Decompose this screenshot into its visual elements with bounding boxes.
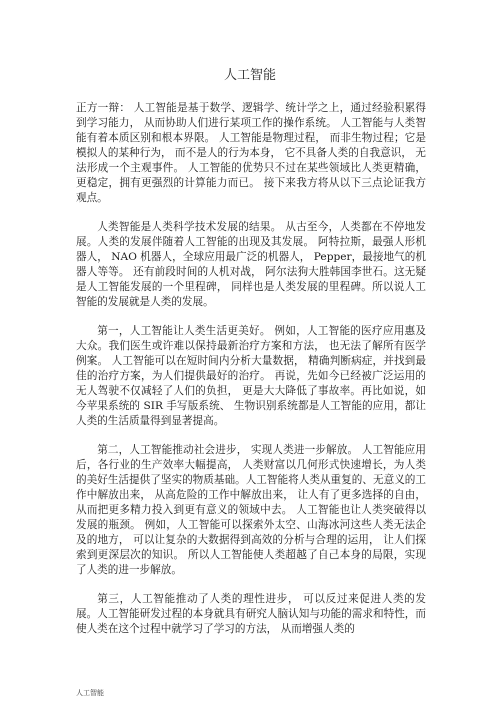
paragraph-point-two: 第二，人工智能推动社会进步， 实现人类进一步解放。 人工智能应用后，各行业的生产效率大幅提高， 人类财富以几何形式快速增长，为人类的美好生活提供了坚实的物质基础。人工智能将人类从重复的、无意义的工作中解放出来， 从高危险的工作中解放出来， 让人有了更多选择的自由， 从而把更多精力投入到更有意义的领域中去。 人工智能也让人类突破得以发展的瓶颈。 例如，人工智能可以探索外太空、山海冰河这些人类无法企及的地方， 可以让复杂的大数据得到高效的分析与合理的运用， 让人们探索到更深层次的知识。 所以人工智能使人类超越了自己本身的局限，实现了人类的进一步解放。 [76,444,426,576]
paragraph-point-three: 第三，人工智能推动了人类的理性进步， 可以反过来促进人类的发展。人工智能研发过程的本身就具有研究人脑认知与功能的需求和特性，而使人类在这个过程中就学习了学习的方法， 从而增强人类的 [76,593,426,635]
page-footer: 人工智能 [76,689,104,697]
paragraph-point-one: 第一，人工智能让人类生活更美好。 例如，人工智能的医疗应用惠及大众。我们医生或许难以保持最新治疗方案和方法， 也无法了解所有医学例案。 人工智能可以在短时间内分析大量数据， 精确判断病症，并找到最佳的治疗方案，为人们提供最好的治疗。 再说，先如今已经被广泛运用的无人驾驶不仅减轻了人们的负担， 更是大大降低了事故率。再比如说，如今苹果系统的 SIR 手写版系统、 生物识别系统都是人工智能的应用，都让人类的生活质量得到显著提高。 [76,325,426,427]
paragraph-intro: 正方一辩： 人工智能是基于数学、逻辑学、统计学之上，通过经验积累得到学习能力， 从而协助人们进行某项工作的操作系统。 人工智能与人类智能有着本质区别和根本界限。 人工智能是物理过程， 而非生物过程；它是模拟人的某种行为， 而不是人的行为本身， 它不具备人类的自我意识， 无法形成一个主观事件。 人工智能的优势只不过在某些领域比人类更精确， 更稳定，拥有更强烈的计算能力而已。 接下来我方将从以下三点论证我方观点。 [76,102,426,204]
document-title: 人工智能 [223,68,276,83]
paragraph-development: 人类智能是人类科学技术发展的结果。 从古至今，人类都在不停地发展。人类的发展伴随着人工智能的出现及其发展。 阿特拉斯，最强人形机器人， NAO 机器人，全球应用最广泛的机器人， Pepper，最接地气的机器人等等。 还有前段时间的人机对战， 阿尔法狗大胜韩国李世石。这无疑是人工智能发展的一个里程碑， 同样也是人类发展的里程碑。所以说人工智能的发展就是人类的发展。 [76,221,426,308]
document-body [76,101,426,651]
